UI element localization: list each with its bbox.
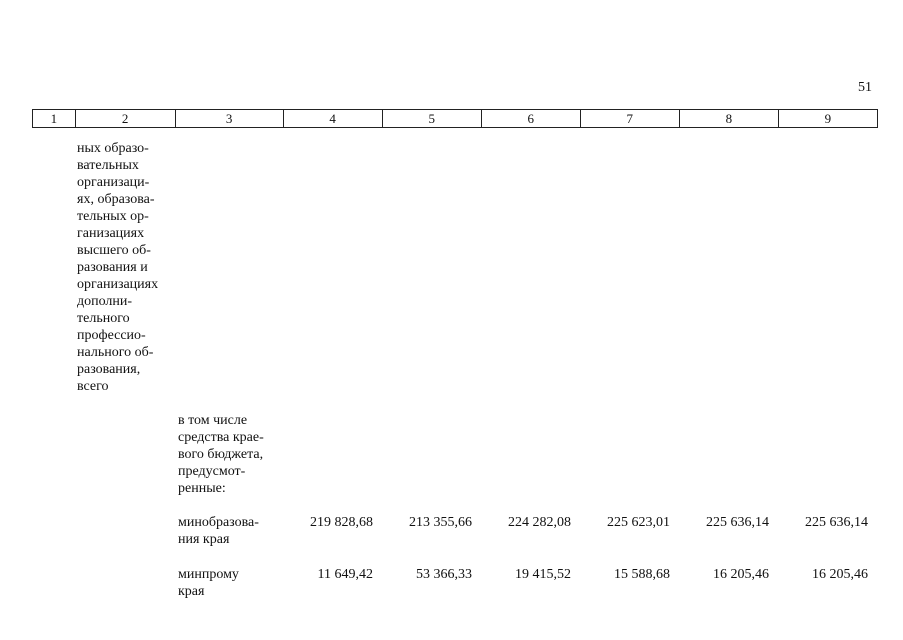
text-line: всего: [77, 379, 109, 394]
header-col-6: 6: [481, 110, 580, 128]
table-row-minpromu: [0, 566, 903, 606]
text-line: вого бюджета,: [178, 447, 264, 462]
text-line: тельных ор-: [77, 209, 149, 224]
row-label: [178, 514, 278, 548]
value-col-4: 219 828,68: [310, 515, 373, 530]
value-col-6: 224 282,08: [508, 515, 571, 530]
text-line: тельного: [77, 311, 130, 326]
value-col-8: 16 205,46: [713, 567, 769, 582]
text-line: ях, образова-: [77, 192, 155, 207]
text-line: дополни-: [77, 294, 133, 309]
row-label-line: ния края: [178, 532, 230, 547]
text-line: организациях: [77, 277, 159, 292]
column-number-header: [32, 109, 878, 128]
column-3-text: [178, 412, 274, 497]
value-col-7: 15 588,68: [614, 567, 670, 582]
value-col-8: 225 636,14: [706, 515, 769, 530]
text-line: ных образо-: [77, 141, 149, 156]
column-2-text: [77, 140, 167, 395]
text-line: средства крае-: [178, 430, 264, 445]
table-row-minobrazovaniya: [0, 514, 903, 554]
header-col-8: 8: [679, 110, 778, 128]
text-line: высшего об-: [77, 243, 151, 258]
header-col-1: 1: [33, 110, 76, 128]
row-label-line: края: [178, 584, 205, 599]
value-col-4: 11 649,42: [317, 567, 373, 582]
text-line: вательных: [77, 158, 139, 173]
text-line: разования и: [77, 260, 148, 275]
value-col-9: 225 636,14: [805, 515, 868, 530]
text-line: предусмот-: [178, 464, 246, 479]
text-line: разования,: [77, 362, 141, 377]
header-col-4: 4: [283, 110, 382, 128]
value-col-9: 16 205,46: [812, 567, 868, 582]
text-line: ганизациях: [77, 226, 145, 241]
page-number: 51: [858, 80, 872, 95]
text-line: организаци-: [77, 175, 150, 190]
value-col-7: 225 623,01: [607, 515, 670, 530]
row-label-line: минобразова-: [178, 515, 259, 530]
header-col-2: 2: [75, 110, 175, 128]
header-col-7: 7: [580, 110, 679, 128]
text-line: в том числе: [178, 413, 248, 428]
header-col-5: 5: [382, 110, 481, 128]
value-col-5: 53 366,33: [416, 567, 472, 582]
header-col-3: 3: [175, 110, 283, 128]
header-col-9: 9: [778, 110, 877, 128]
text-line: ренные:: [178, 481, 226, 496]
row-label-line: минпрому: [178, 567, 239, 582]
text-line: профессио-: [77, 328, 146, 343]
text-line: нального об-: [77, 345, 154, 360]
value-col-5: 213 355,66: [409, 515, 472, 530]
row-label: [178, 566, 278, 600]
value-col-6: 19 415,52: [515, 567, 571, 582]
